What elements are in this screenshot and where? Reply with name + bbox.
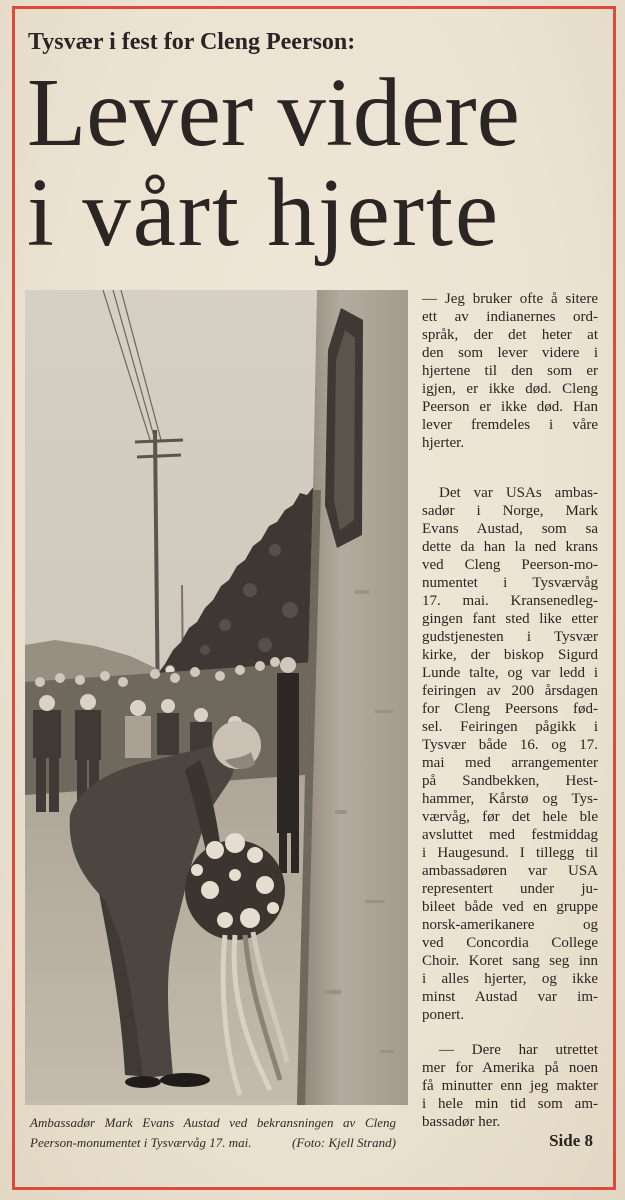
text-line: representert under ju- xyxy=(422,881,598,897)
caption-line: Ambassadør Mark Evans Austad ved bekransningen av Cleng xyxy=(30,1115,396,1130)
text-line: Lunde talte, og var ledd i xyxy=(422,665,598,681)
text-line: kirke, der biskop Sigurd xyxy=(422,647,598,663)
text-line: i alles hjerter, og ikke xyxy=(422,971,598,987)
caption-line-row xyxy=(30,1133,396,1153)
text-line: for Cleng Peersons fød- xyxy=(422,701,598,717)
text-line: gingen fant sted like etter xyxy=(422,611,598,627)
text-line: i Haugesund. I tillegg til xyxy=(422,845,598,861)
text-line: på Sandbekken, Hest- xyxy=(422,773,598,789)
text-line: hjerter. xyxy=(422,435,465,451)
text-line: få minutter enn jeg makter xyxy=(422,1078,598,1094)
text-line: den som lever videre i xyxy=(422,345,598,361)
caption-line: Peerson-monumentet i Tysværvåg 17. mai. xyxy=(30,1135,252,1150)
photo-caption xyxy=(30,1113,396,1153)
text-line: 17. mai. Kransenedleg- xyxy=(422,593,598,609)
text-line: bassadør her. xyxy=(422,1114,501,1130)
text-line: sadør i Norge, Mark xyxy=(422,503,598,519)
article-text xyxy=(422,290,598,1131)
text-line: gudstjenesten i Tysvær xyxy=(422,629,598,645)
text-line: ved Concordia College xyxy=(422,935,598,951)
text-line: mai med arrangementer xyxy=(422,755,598,771)
article-paragraph xyxy=(422,290,598,452)
text-line: dette da han la ned krans xyxy=(422,539,598,555)
text-line: værvåg, før det hele ble xyxy=(422,809,598,825)
text-line: språk, der det heter at xyxy=(422,327,598,343)
text-line: minst Austad var im- xyxy=(422,989,598,1005)
text-line: Evans Austad, som sa xyxy=(422,521,598,537)
text-line: sel. Feiringen pågikk i xyxy=(422,719,598,735)
article-paragraph xyxy=(422,1041,598,1131)
text-line: i hele min tid som am- xyxy=(422,1096,598,1112)
article-paragraph xyxy=(422,484,598,1024)
headline-line: Lever videre xyxy=(27,59,520,166)
page-reference: Side 8 xyxy=(549,1131,593,1150)
text-line: igjen, er ikke død. Cleng xyxy=(422,381,598,397)
text-line: lever fremdeles i våre xyxy=(422,417,598,433)
text-line: hjertene til den som er xyxy=(422,363,598,379)
text-line: bileet både ved en gruppe xyxy=(422,899,598,915)
text-line: mer for Amerika på noen xyxy=(422,1060,598,1076)
kicker: Tysvær i fest for Cleng Peerson: xyxy=(28,29,356,55)
text-line: feiringen av 200 årsdagen xyxy=(422,683,598,699)
text-line: numentet i Tysværvåg xyxy=(422,575,598,591)
headline-line: i vårt hjerte xyxy=(27,159,501,266)
text-line: Peerson er ikke død. Han xyxy=(422,399,598,415)
text-line: avsluttet med festmiddag xyxy=(422,827,598,843)
text-line: — Dere har utrettet xyxy=(439,1042,598,1058)
text-line: ambassadøren var USA xyxy=(422,863,598,879)
text-line: norsk-amerikanere og xyxy=(422,917,598,933)
text-line: ved Cleng Peerson-mo- xyxy=(422,557,598,573)
photo-credit: (Foto: Kjell Strand) xyxy=(292,1135,396,1150)
text-line: ett av indianernes ord- xyxy=(422,309,598,325)
text-line: Choir. Koret sang seg inn xyxy=(422,953,598,969)
text-line: — Jeg bruker ofte å sitere xyxy=(422,291,598,307)
text-line: Tysvær både 16. og 17. xyxy=(422,737,598,753)
photo xyxy=(25,290,408,1105)
text-line: ponert. xyxy=(422,1007,465,1023)
text-line: hammer, Kårstø og Tys- xyxy=(422,791,598,807)
text-line: Det var USAs ambas- xyxy=(439,485,598,501)
